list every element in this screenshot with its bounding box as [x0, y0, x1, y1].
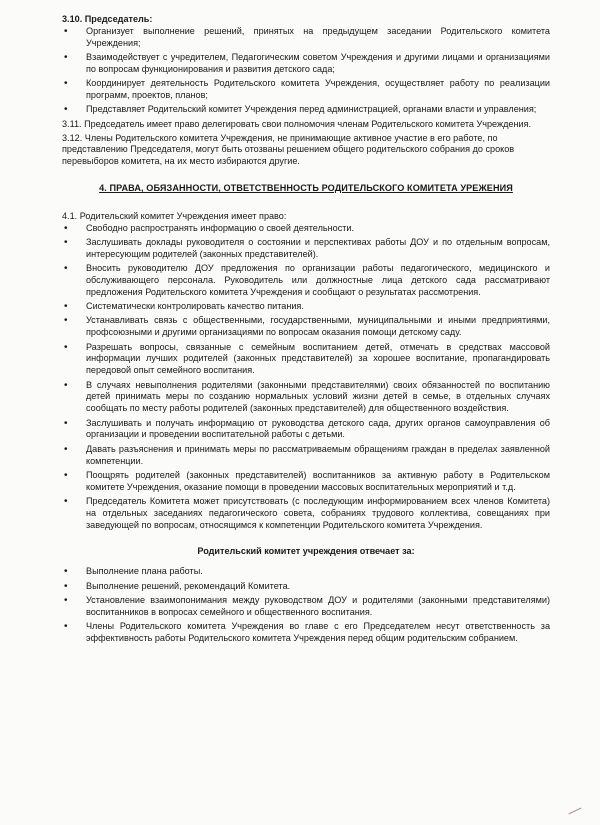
list-item: • Организует выполнение решений, принятых на предыдущем заседании Родительского комитета Учреждения;	[62, 26, 550, 50]
list-item: • Председатель Комитета может присутствовать (с последующим информированием всех членов Комитета) на отдельных заседаниях педагогического совета, собраниях трудового коллектива, совещаниях при заведующей по вопросам, относящимся к компетенции Родительского комитета Учреждения.	[62, 496, 550, 531]
list-item: • В случаях невыполнения родителями (законными представителями) своих обязанностей по воспитанию детей принимать меры по созданию нормальных условий жизни детей в семье, в отдельных случаях сообщать по месту работы родителей (законных представителей) для общественного воздействия.	[62, 380, 550, 415]
list-item: • Установление взаимопонимания между руководством ДОУ и родителями (законными представителями) воспитанников в вопросах семейного и общественного воспитания.	[62, 595, 550, 619]
list-item: • Заслушивать и получать информацию от руководства детского сада, других органов самоуправления об организации и проведении воспитательной работы с детьми.	[62, 418, 550, 442]
paragraph-3-11: 3.11. Председатель имеет право делегировать свои полномочия членам Родительского комитета Учреждения.	[62, 118, 531, 129]
list-item: • Взаимодействует с учредителем, Педагогическим советом Учреждения и другими лицами и организациями по вопросам функционирования и развития детского сада;	[62, 52, 550, 76]
section-4-heading: 4. ПРАВА, ОБЯЗАННОСТИ, ОТВЕТСТВЕННОСТЬ РОДИТЕЛЬСКОГО КОМИТЕТА УРЕЖЕНИЯ	[99, 182, 513, 193]
list-item: • Разрешать вопросы, связанные с семейным воспитанием детей, отмечать в средствах массовой информации лучших родителей (законных представителей) за хорошее воспитание, пропагандировать передовой опыт семейного воспитания.	[62, 342, 550, 377]
paragraph-3-12: 3.12. Члены Родительского комитета Учреждения, не принимающие активное участие в его работе, по представлению Председателя, могут быть отозваны решением общего родительского собрания до сроков перевыборов комитета, на их место избираются другие.	[62, 132, 515, 167]
list-item: • Поощрять родителей (законных представителей) воспитанников за активную работу в Родительском комитете Учреждения, оказание помощи в проведении массовых воспитательных мероприятий и т.д.	[62, 470, 550, 494]
list-item: • Представляет Родительский комитет Учреждения перед администрацией, органами власти и управления;	[62, 104, 550, 116]
list-item: • Заслушивать доклады руководителя о состоянии и перспективах работы ДОУ и по отдельным вопросам, интересующим родителей (законных представителей).	[62, 237, 550, 261]
list-item: • Выполнение плана работы.	[62, 566, 550, 578]
pen-mark	[568, 808, 585, 824]
section-3-10-list	[62, 26, 550, 116]
section-4-1-intro: 4.1. Родительский комитет Учреждения имеет право:	[62, 210, 287, 221]
list-item: • Члены Родительского комитета Учреждения во главе с его Председателем несут ответственность за эффективность работы Родительского комитета Учреждения перед общим родительским собранием.	[62, 621, 550, 645]
list-item: • Свободно распространять информацию о своей деятельности.	[62, 223, 550, 235]
section-3-10-title: 3.10. Председатель:	[62, 14, 153, 24]
list-item: • Вносить руководителю ДОУ предложения по организации работы педагогического, медицинского и обслуживающего персонала. Руководитель или должностные лица детского сада рассматривают предложения Родительского комитета Учреждения и сообщают о результатах рассмотрения.	[62, 263, 550, 298]
list-item: • Устанавливать связь с общественными, государственными, муниципальными и иными предприятиями, профсоюзными и другими организациями по вопросам оказания помощи детскому саду.	[62, 315, 550, 339]
section-4-1-list	[62, 223, 550, 532]
list-item: • Координирует деятельность Родительского комитета Учреждения, осуществляет работу по реализации программ, проектов, планов;	[62, 78, 550, 102]
list-item: • Давать разъяснения и принимать меры по рассматриваемым обращениям граждан в пределах заявленной компетенции.	[62, 444, 550, 468]
responsibility-list	[62, 566, 550, 645]
responsibility-heading: Родительский комитет учреждения отвечает за:	[197, 545, 415, 556]
list-item: • Систематически контролировать качество питания.	[62, 301, 550, 313]
list-item: • Выполнение решений, рекомендаций Комитета.	[62, 581, 550, 593]
